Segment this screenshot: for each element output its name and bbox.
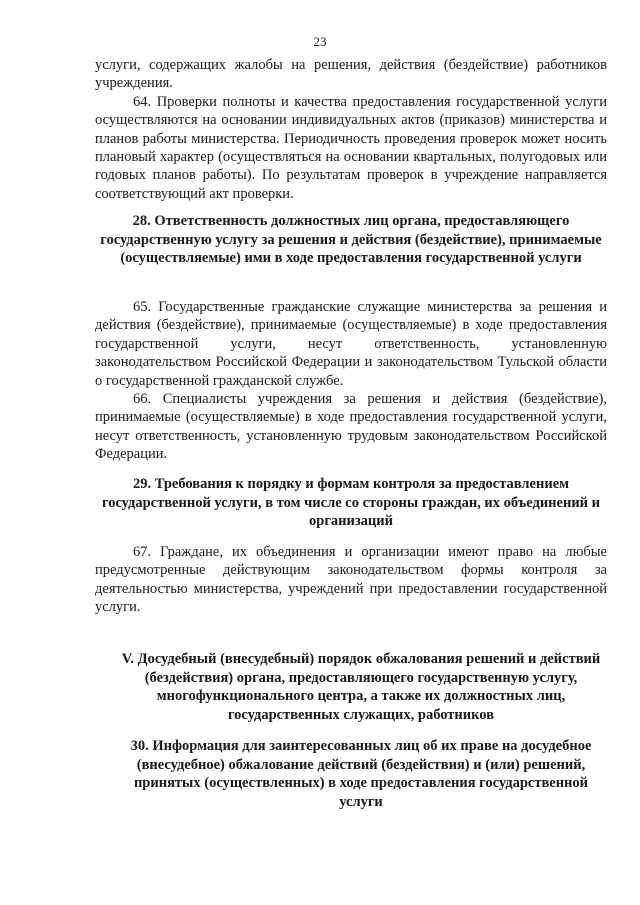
heading-28: 28. Ответственность должностных лиц органа, предоставляющего государственную услугу за решения и действия (бездействие), принимаемые (осуществляемые) ими в ходе предоставления государственной услуги [100, 213, 602, 267]
section-28-text-block [95, 298, 607, 464]
paragraph-67: 67. Граждане, их объединения и организации имеют право на любые предусмотренные действующим законодательством формы контроля за деятельностью министерства, учреждений при предоставлении государственной услуги. [95, 544, 607, 616]
section-v-heading: V. Досудебный (внесудебный) порядок обжалования решений и действий (бездействия) органа, предоставляющего государственную услугу, многофункционального центра, а также их должностных лиц, государственных служащих, работников [121, 651, 601, 723]
section-29-text-block [95, 543, 607, 617]
heading-30: 30. Информация для заинтересованных лиц об их праве на досудебное (внесудебное) обжалование действий (бездействия) и (или) решений, принятых (осуществленных) в ходе предоставления государственной услуги [130, 738, 592, 810]
continuation-text-block [95, 56, 607, 203]
paragraph-64: 64. Проверки полноты и качества предоставления государственной услуги осуществляются на основании индивидуальных актов (приказов) министерства и планов работы министерства. Периодичность проведения проверок может носить плановый характер (осуществляться на основании квартальных, полугодовых или годовых планов работы). По результатам проверок в учреждение направляется соответствующий акт проверки. [95, 93, 607, 202]
continuation-paragraph: услуги, содержащих жалобы на решения, действия (бездействие) работников учреждения. [95, 57, 607, 92]
paragraph-66: 66. Специалисты учреждения за решения и действия (бездействие), принимаемые (осуществляемые) в ходе предоставления государственной услуги, несут ответственность, установленную трудовым законодательством Российской Федерации. [95, 391, 607, 463]
page-number: 23 [313, 34, 327, 49]
heading-29: 29. Требования к порядку и формам контроля за предоставлением государственной услуги, в том числе со стороны граждан, их объединений и организаций [101, 476, 601, 530]
paragraph-65: 65. Государственные гражданские служащие министерства за решения и действия (бездействие), принимаемые (осуществляемые) в ходе предоставления государственной услуги, несут ответственность, установленную законодательством Российской Федерации и законодательством Тульской области о государственной гражданской службе. [95, 299, 607, 389]
